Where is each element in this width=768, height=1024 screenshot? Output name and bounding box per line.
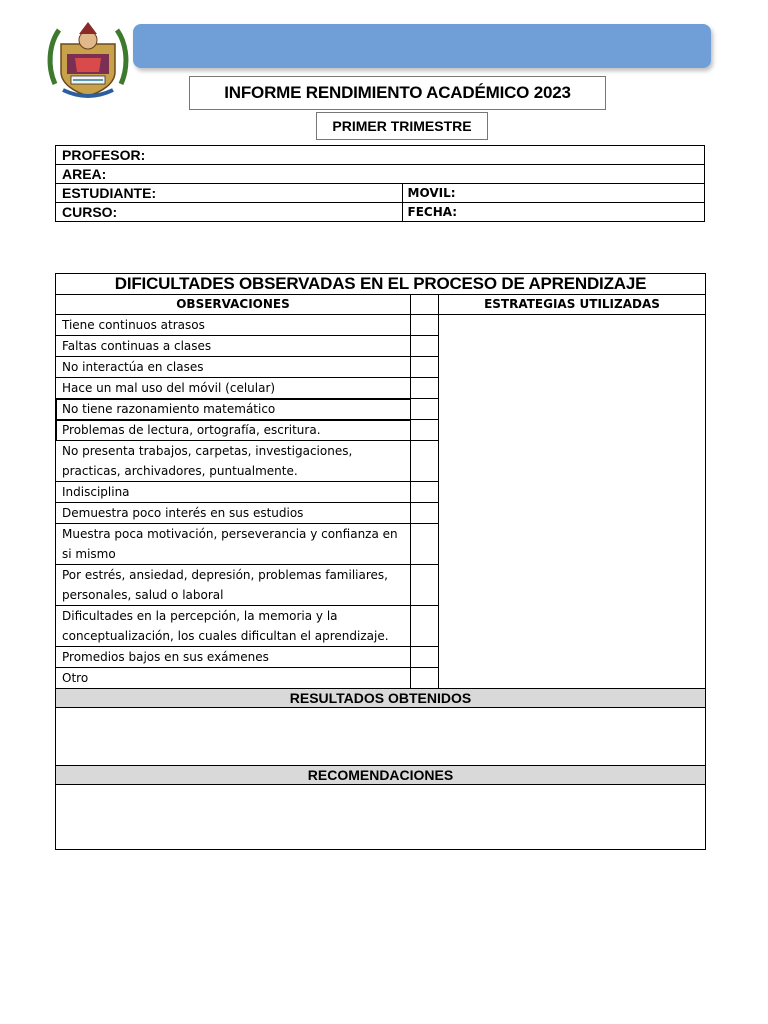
observation-item: Otro	[56, 668, 411, 689]
observation-item: Muestra poca motivación, perseverancia y confianza en si mismo	[56, 524, 411, 565]
term-label: PRIMER TRIMESTRE	[316, 112, 488, 140]
observation-item: No presenta trabajos, carpetas, investigaciones, practicas, archivadores, puntualmente.	[56, 441, 411, 482]
resultados-header: RESULTADOS OBTENIDOS	[56, 689, 706, 708]
observation-check-cell[interactable]	[411, 668, 439, 689]
observation-check-cell[interactable]	[411, 441, 439, 482]
observation-check-cell[interactable]	[411, 420, 439, 441]
check-header	[411, 295, 439, 315]
area-label: AREA:	[56, 165, 705, 184]
student-info-table	[55, 145, 705, 222]
observation-check-cell[interactable]	[411, 357, 439, 378]
difficulties-title: DIFICULTADES OBSERVADAS EN EL PROCESO DE APRENDIZAJE	[56, 274, 706, 295]
report-title: INFORME RENDIMIENTO ACADÉMICO 2023	[189, 76, 606, 110]
observation-check-cell[interactable]	[411, 378, 439, 399]
observation-check-cell[interactable]	[411, 565, 439, 606]
resultados-content[interactable]	[56, 708, 706, 766]
estrategias-header: ESTRATEGIAS UTILIZADAS	[439, 295, 706, 315]
observation-item: Demuestra poco interés en sus estudios	[56, 503, 411, 524]
observation-item: Problemas de lectura, ortografía, escritura.	[56, 420, 411, 441]
recomendaciones-content[interactable]	[56, 785, 706, 850]
observation-item: Dificultades en la percepción, la memoria y la conceptualización, los cuales dificultan el aprendizaje.	[56, 606, 411, 647]
observaciones-header: OBSERVACIONES	[56, 295, 411, 315]
estrategias-cell[interactable]	[439, 315, 706, 689]
recomendaciones-header: RECOMENDACIONES	[56, 766, 706, 785]
curso-label: CURSO:	[56, 203, 403, 222]
observation-check-cell[interactable]	[411, 336, 439, 357]
observation-check-cell[interactable]	[411, 482, 439, 503]
observation-check-cell[interactable]	[411, 524, 439, 565]
observation-check-cell[interactable]	[411, 503, 439, 524]
observation-item: Indisciplina	[56, 482, 411, 503]
fecha-label: FECHA:	[402, 203, 705, 222]
observation-item: Hace un mal uso del móvil (celular)	[56, 378, 411, 399]
school-crest-logo	[45, 14, 131, 100]
observation-item: No tiene razonamiento matemático	[56, 399, 411, 420]
estudiante-label: ESTUDIANTE:	[56, 184, 403, 203]
observation-check-cell[interactable]	[411, 399, 439, 420]
movil-label: MOVIL:	[402, 184, 705, 203]
observation-item: Tiene continuos atrasos	[56, 315, 411, 336]
observation-item: Por estrés, ansiedad, depresión, problemas familiares, personales, salud o laboral	[56, 565, 411, 606]
header-banner	[133, 24, 711, 68]
difficulties-table	[55, 273, 706, 850]
observation-item: No interactúa en clases	[56, 357, 411, 378]
observation-check-cell[interactable]	[411, 647, 439, 668]
observation-check-cell[interactable]	[411, 315, 439, 336]
profesor-label: PROFESOR:	[56, 146, 705, 165]
observation-check-cell[interactable]	[411, 606, 439, 647]
observation-item: Promedios bajos en sus exámenes	[56, 647, 411, 668]
observation-item: Faltas continuas a clases	[56, 336, 411, 357]
